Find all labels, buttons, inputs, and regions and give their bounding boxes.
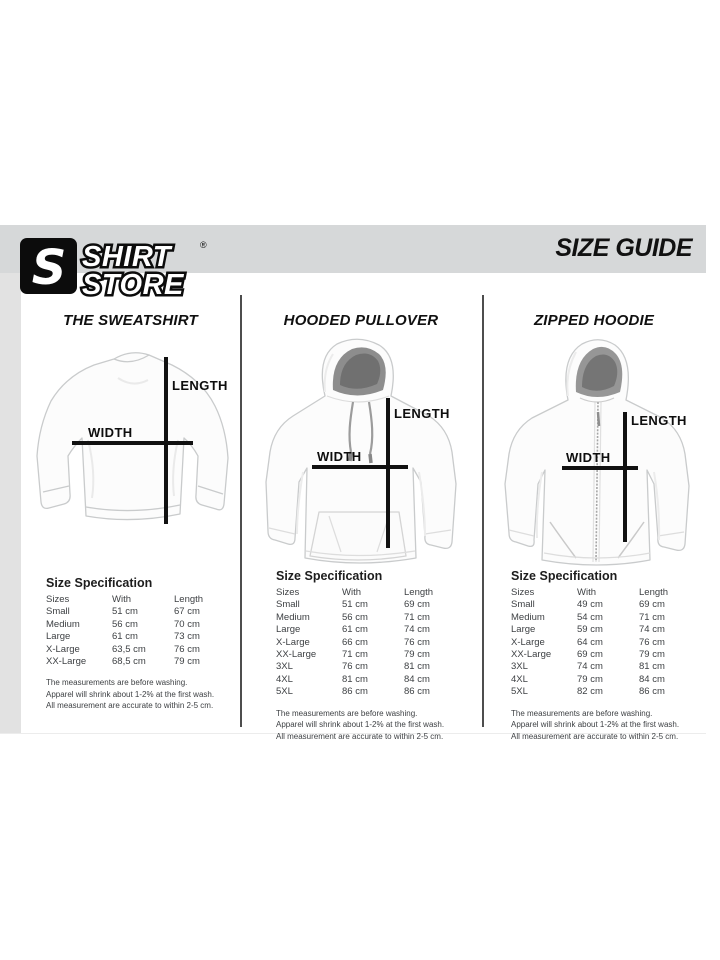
col-header-sizes: Sizes	[511, 587, 535, 598]
registered-mark-icon: ®	[200, 240, 207, 250]
table-row	[276, 637, 466, 649]
table-header-row	[46, 594, 236, 606]
table-cell: 70 cm	[174, 618, 200, 630]
spec-block-zipped-hoodie	[511, 569, 701, 742]
col-header-length: Length	[404, 587, 434, 598]
table-cell: Medium	[46, 618, 80, 630]
table-cell: XX-Large	[276, 649, 317, 661]
table-cell: 84 cm	[639, 673, 665, 685]
column-divider	[240, 295, 242, 727]
sweatshirt-illustration	[30, 338, 235, 566]
column-title-zipped-hoodie: ZIPPED HOODIE	[533, 312, 655, 329]
table-cell: 71 cm	[639, 611, 665, 623]
zipped-hoodie-illustration	[492, 332, 707, 572]
left-margin-strip	[0, 273, 21, 733]
table-cell: 68,5 cm	[112, 656, 146, 668]
table-cell: 64 cm	[577, 636, 603, 648]
table-cell: Large	[276, 624, 301, 636]
table-row	[46, 656, 236, 668]
table-cell: 67 cm	[174, 606, 200, 618]
table-cell: 74 cm	[577, 661, 603, 673]
note-line: All measurement are accurate to within 2-5 cm.	[276, 731, 444, 741]
col-header-width: With	[112, 594, 131, 605]
table-cell: X-Large	[511, 636, 545, 648]
col-header-width: With	[577, 587, 596, 598]
table-row	[46, 631, 236, 643]
col-header-sizes: Sizes	[46, 594, 70, 605]
table-cell: 56 cm	[112, 618, 138, 630]
brand-s-letter: S	[31, 240, 67, 296]
col-header-length: Length	[174, 594, 204, 605]
table-cell: 76 cm	[404, 636, 430, 648]
table-cell: 86 cm	[342, 686, 368, 698]
table-cell: 3XL	[511, 661, 528, 673]
page-title: SIZE GUIDE	[555, 234, 692, 262]
note-line: All measurement are accurate to within 2-5 cm.	[46, 701, 214, 711]
table-cell: X-Large	[46, 643, 80, 655]
table-row	[276, 624, 466, 636]
table-cell: 59 cm	[577, 624, 603, 636]
column-title-hooded-pullover: HOODED PULLOVER	[283, 312, 439, 329]
table-row	[511, 624, 701, 636]
kangaroo-pocket	[310, 512, 406, 560]
table-row	[511, 661, 701, 673]
table-row	[276, 674, 466, 686]
note-line: The measurements are before washing.	[46, 678, 188, 688]
length-label: LENGTH	[172, 378, 228, 393]
table-cell: 5XL	[511, 686, 528, 698]
note-line: Apparel will shrink about 1-2% at the first wash.	[46, 689, 215, 699]
table-cell: 4XL	[511, 673, 528, 685]
table-cell: XX-Large	[46, 656, 87, 668]
table-row	[511, 674, 701, 686]
table-cell: 86 cm	[404, 686, 430, 698]
table-cell: 86 cm	[639, 686, 665, 698]
table-cell: 79 cm	[639, 649, 665, 661]
size-table	[511, 599, 701, 698]
width-label: WIDTH	[317, 449, 362, 464]
table-row	[511, 637, 701, 649]
table-cell: 79 cm	[577, 673, 603, 685]
table-cell: Medium	[276, 611, 310, 623]
table-row	[276, 661, 466, 673]
table-cell: 84 cm	[404, 673, 430, 685]
spec-block-sweatshirt	[46, 576, 236, 712]
table-row	[46, 619, 236, 631]
note-line: Apparel will shrink about 1-2% at the first wash.	[511, 720, 680, 730]
table-cell: Small	[46, 606, 70, 618]
table-cell: 76 cm	[174, 643, 200, 655]
table-cell: 51 cm	[112, 606, 138, 618]
table-cell: 51 cm	[342, 599, 368, 611]
table-cell: Large	[46, 631, 71, 643]
width-label: WIDTH	[566, 450, 611, 465]
table-cell: 69 cm	[404, 599, 430, 611]
notes	[511, 708, 701, 743]
col-header-sizes: Sizes	[276, 587, 300, 598]
note-line: The measurements are before washing.	[276, 708, 418, 718]
table-cell: 5XL	[276, 686, 293, 698]
table-cell: 3XL	[276, 661, 293, 673]
table-row	[276, 612, 466, 624]
table-cell: XX-Large	[511, 649, 552, 661]
note-line: The measurements are before washing.	[511, 708, 653, 718]
brand-word-shirt: SHIRT	[82, 241, 171, 273]
table-cell: 63,5 cm	[112, 643, 146, 655]
shirt-store-logo	[18, 234, 228, 300]
table-row	[276, 599, 466, 611]
table-row	[511, 686, 701, 698]
table-cell: 71 cm	[404, 611, 430, 623]
size-table	[276, 599, 466, 698]
table-row	[46, 606, 236, 618]
table-cell: 79 cm	[174, 656, 200, 668]
table-row	[511, 599, 701, 611]
table-cell: Large	[511, 624, 536, 636]
table-cell: 74 cm	[639, 624, 665, 636]
table-cell: 56 cm	[342, 611, 368, 623]
table-cell: 76 cm	[639, 636, 665, 648]
spec-heading: Size Specification	[276, 569, 383, 583]
table-cell: 82 cm	[577, 686, 603, 698]
table-cell: 81 cm	[639, 661, 665, 673]
col-header-length: Length	[639, 587, 669, 598]
table-cell: 61 cm	[342, 624, 368, 636]
table-cell: 54 cm	[577, 611, 603, 623]
table-row	[511, 649, 701, 661]
table-row	[276, 686, 466, 698]
table-header-row	[276, 587, 466, 599]
hooded-pullover-illustration	[253, 332, 473, 572]
width-label: WIDTH	[88, 425, 133, 440]
table-row	[511, 612, 701, 624]
spec-heading: Size Specification	[511, 569, 618, 583]
col-header-width: With	[342, 587, 361, 598]
table-cell: 81 cm	[342, 673, 368, 685]
spec-block-hooded-pullover	[276, 569, 466, 742]
table-cell: Medium	[511, 611, 545, 623]
table-row	[46, 644, 236, 656]
table-cell: 76 cm	[342, 661, 368, 673]
column-divider	[482, 295, 484, 727]
table-cell: 79 cm	[404, 649, 430, 661]
table-cell: 74 cm	[404, 624, 430, 636]
table-cell: 61 cm	[112, 631, 138, 643]
brand-s-icon	[20, 238, 77, 296]
table-cell: X-Large	[276, 636, 310, 648]
size-table	[46, 606, 236, 668]
table-cell: 69 cm	[577, 649, 603, 661]
table-cell: 71 cm	[342, 649, 368, 661]
table-cell: Small	[511, 599, 535, 611]
length-label: LENGTH	[394, 406, 450, 421]
table-cell: 66 cm	[342, 636, 368, 648]
zipper-pull	[598, 412, 599, 426]
note-line: Apparel will shrink about 1-2% at the first wash.	[276, 720, 445, 730]
table-cell: Small	[276, 599, 300, 611]
table-header-row	[511, 587, 701, 599]
notes	[276, 708, 466, 743]
notes	[46, 677, 236, 712]
table-cell: 49 cm	[577, 599, 603, 611]
spec-heading: Size Specification	[46, 576, 153, 590]
table-cell: 73 cm	[174, 631, 200, 643]
column-title-sweatshirt: THE SWEATSHIRT	[63, 312, 198, 329]
table-cell: 81 cm	[404, 661, 430, 673]
table-cell: 69 cm	[639, 599, 665, 611]
table-row	[276, 649, 466, 661]
brand-word-store: STORE	[82, 269, 184, 300]
length-label: LENGTH	[631, 413, 687, 428]
table-cell: 4XL	[276, 673, 293, 685]
note-line: All measurement are accurate to within 2-5 cm.	[511, 731, 679, 741]
